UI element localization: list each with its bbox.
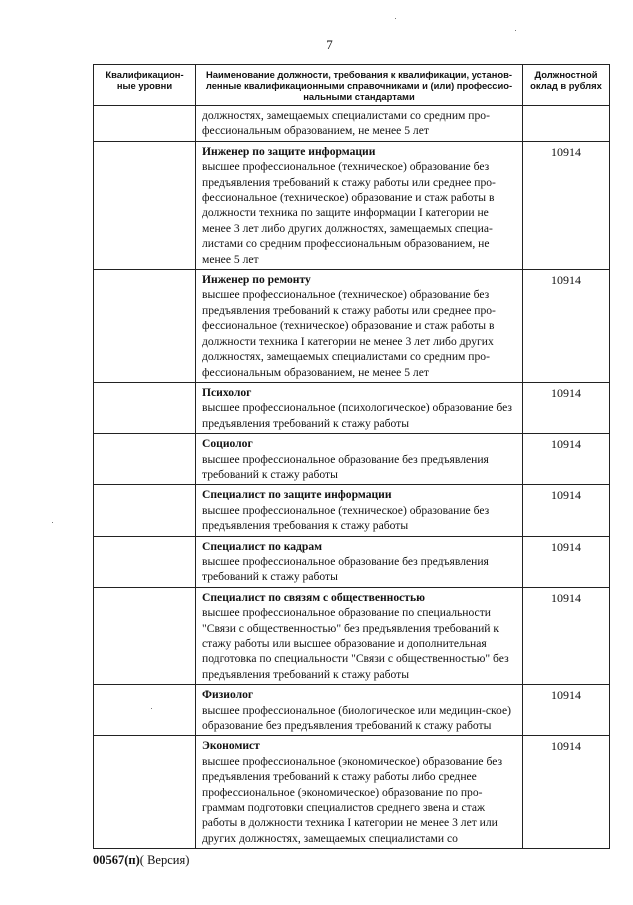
level-cell [94,485,196,536]
table-row [94,536,610,587]
header-position: Наименование должности, требования к квалификации, установ-ленные квалификационными справочниками и (или) профессио-нальными стандартами [196,65,523,106]
salary-value: 10914 [523,270,610,383]
document-code: 00567(п) [93,853,140,867]
position-cell [196,434,523,485]
salary-value: 10914 [523,536,610,587]
position-cell [196,485,523,536]
position-cell [196,382,523,433]
position-title: Специалист по кадрам [202,539,323,553]
table-row [94,434,610,485]
position-requirements: высшее профессиональное образование без предъявления требований к стажу работы [202,554,489,584]
position-title: Социолог [202,437,253,451]
table-header-row [94,65,610,106]
position-title: Инженер по ремонту [202,273,311,287]
position-cell [196,141,523,269]
scan-speck [395,18,396,19]
scan-speck [52,522,53,523]
position-title: Экономист [202,739,260,753]
position-requirements: высшее профессиональное (психологическое) образование без предъявления требований к стажу работы [202,401,513,430]
scan-speck [151,708,152,709]
table-row-continuation [94,106,610,142]
position-cell [196,587,523,684]
salary-cell [523,106,610,142]
salary-value: 10914 [523,587,610,684]
page-number: 7 [326,37,333,52]
position-title: Инженер по защите информации [202,144,376,158]
level-cell [94,587,196,684]
salary-value: 10914 [523,736,610,849]
position-cell [196,685,523,736]
salary-value: 10914 [523,141,610,269]
position-title: Физиолог [202,688,254,702]
position-cell [196,736,523,849]
continuation-text: должностях, замещаемых специалистами со средним про-фессиональным образованием, не менее 5 лет [196,106,523,142]
position-requirements: высшее профессиональное образование по специальности "Связи с общественностью" без предъявления требований к стажу работы или высшее образование и дополнительная подготовка по специальности "Связи с общественностью" без предъявления требований к стажу работы [202,606,509,681]
position-requirements: высшее профессиональное образование без предъявления требований к стажу работы [202,452,489,481]
table-row [94,685,610,736]
position-requirements: высшее профессиональное (техническое) образование без предъявления требований к стажу работы или среднее про-фессиональное (техническое) образование и стаж работы в должности техника по защите информации I категории не менее 3 лет либо других должностях, замещаемых специа-листами со средним профессиональным образованием, не менее 5 лет [202,160,496,266]
level-cell [94,536,196,587]
header-level: Квалификацион-ные уровни [94,65,196,106]
table-row [94,270,610,383]
scan-speck [515,30,516,31]
table-row [94,485,610,536]
table-row [94,736,610,849]
position-title: Психолог [202,385,252,399]
position-requirements: высшее профессиональное (техническое) образование без предъявления требования к стажу работы [202,503,490,533]
qualification-table [93,64,610,849]
header-salary: Должностной оклад в рублях [523,65,610,106]
level-cell [94,685,196,736]
position-title: Специалист по защите информации [202,488,392,502]
salary-value: 10914 [523,382,610,433]
position-requirements: высшее профессиональное (техническое) образование без предъявления требований к стажу работы или среднее про-фессиональное (техническое) образование и стаж работы в должности техника I категории не менее 3 лет либо других должностях, замещаемых специалистами со средним про-фессиональным образованием, не менее 5 лет [202,288,496,379]
level-cell [94,270,196,383]
position-title: Специалист по связям с общественностью [202,590,425,604]
position-cell [196,270,523,383]
level-cell [94,382,196,433]
position-requirements: высшее профессиональное (биологическое или медицин-ское) образование без предъявления требований к стажу работы [202,703,512,733]
level-cell [94,106,196,142]
table-row [94,382,610,433]
table-row [94,587,610,684]
level-cell [94,434,196,485]
salary-value: 10914 [523,434,610,485]
salary-value: 10914 [523,485,610,536]
position-cell [196,536,523,587]
level-cell [94,141,196,269]
position-requirements: высшее профессиональное (экономическое) образование без предъявления требований к стажу работы либо среднее профессиональное (экономическое) образование по про-граммам подготовки специалистов среднего звена и стаж работы в должности техника I категории не менее 3 лет или других должностях, замещаемых специалистами со [202,754,503,845]
table-row [94,141,610,269]
document-footer [93,853,189,868]
salary-value: 10914 [523,685,610,736]
document-version: ( Версия) [139,853,190,867]
level-cell [94,736,196,849]
